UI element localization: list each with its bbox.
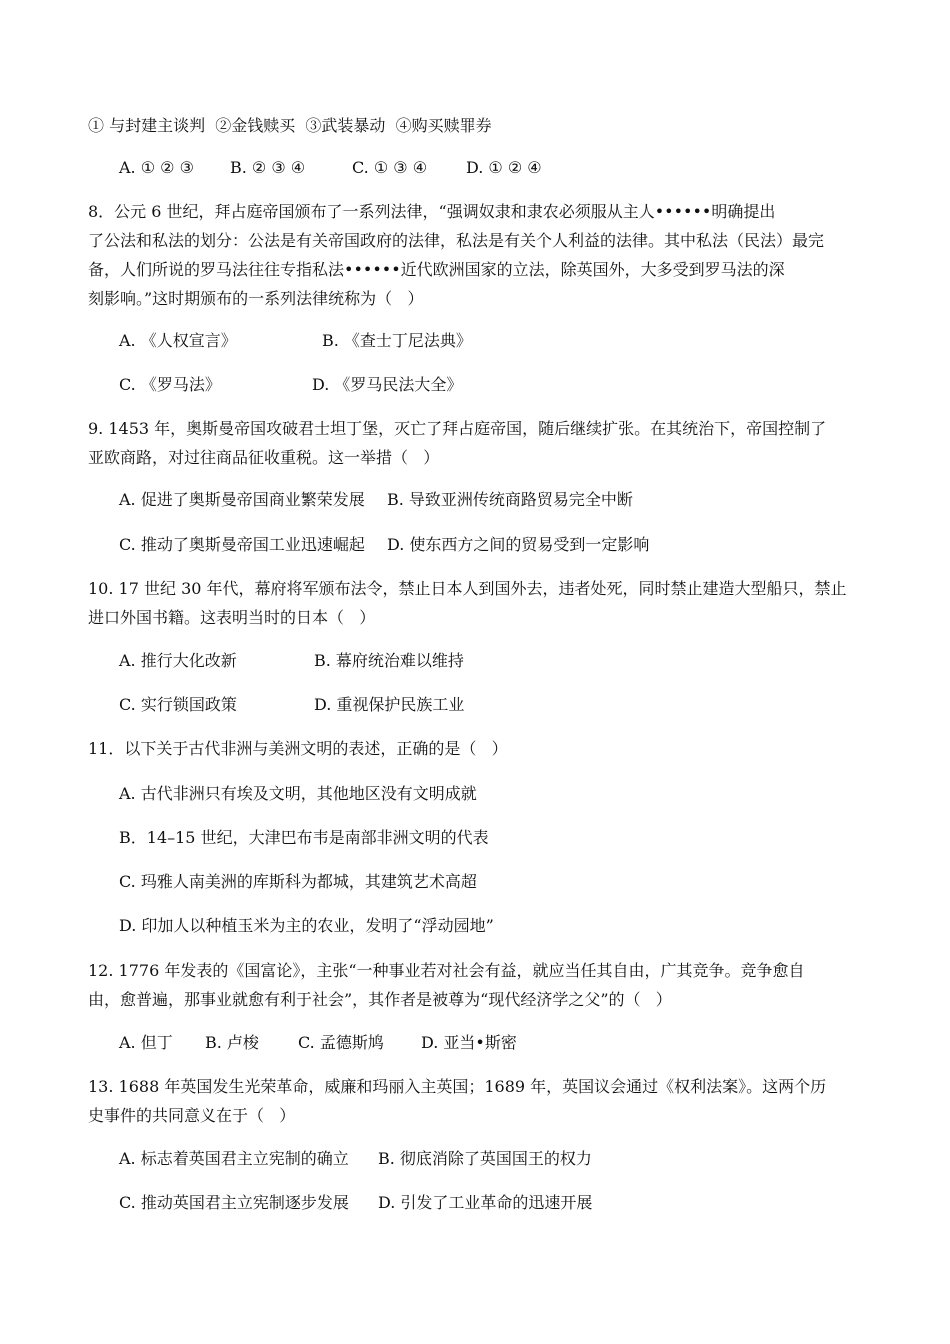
q10-option-c[interactable]: C. 实行锁国政策 — [119, 695, 237, 714]
q8-stem-line: 8．公元 6 世纪，拜占庭帝国颁布了一系列法律，“强调奴隶和隶农必须服从主人••••••明确提出 — [88, 202, 776, 221]
q11-stem-line: 11．以下关于古代非洲与美洲文明的表述，正确的是（ ） — [88, 739, 508, 758]
q7-option-a[interactable]: A. ① ② ③ — [119, 158, 194, 177]
q9-option-a[interactable]: A. 促进了奥斯曼帝国商业繁荣发展 — [119, 490, 365, 509]
q9-stem-line: 9. 1453 年，奥斯曼帝国攻破君士坦丁堡，灭亡了拜占庭帝国，随后继续扩张。在其统治下，帝国控制了 — [88, 419, 827, 438]
q11-option-d[interactable]: D. 印加人以种植玉米为主的农业，发明了“浮动园地” — [119, 916, 494, 935]
q8-option-c[interactable]: C. 《罗马法》 — [119, 375, 221, 394]
q7-option-c[interactable]: C. ① ③ ④ — [352, 158, 428, 177]
q12-option-d[interactable]: D. 亚当•斯密 — [421, 1033, 517, 1052]
q13-option-c[interactable]: C. 推动英国君主立宪制逐步发展 — [119, 1193, 349, 1212]
q10-stem-line: 进口外国书籍。这表明当时的日本（ ） — [88, 608, 376, 627]
q11-option-c[interactable]: C. 玛雅人南美洲的库斯科为都城，其建筑艺术高超 — [119, 872, 477, 891]
q10-option-a[interactable]: A. 推行大化改新 — [119, 651, 237, 670]
q12-option-a[interactable]: A. 但丁 — [119, 1033, 173, 1052]
q13-option-d[interactable]: D. 引发了工业革命的迅速开展 — [378, 1193, 593, 1212]
q9-option-b[interactable]: B. 导致亚洲传统商路贸易完全中断 — [387, 490, 633, 509]
q8-option-a[interactable]: A. 《人权宣言》 — [119, 331, 237, 350]
q12-option-b[interactable]: B. 卢梭 — [205, 1033, 259, 1052]
q7-option-d[interactable]: D. ① ② ④ — [466, 158, 542, 177]
q10-option-b[interactable]: B. 幕府统治难以维持 — [314, 651, 464, 670]
q11-option-a[interactable]: A. 古代非洲只有埃及文明，其他地区没有文明成就 — [119, 784, 477, 803]
q9-stem-line: 亚欧商路，对过往商品征收重税。这一举措（ ） — [88, 448, 440, 467]
q13-option-a[interactable]: A. 标志着英国君主立宪制的确立 — [119, 1149, 349, 1168]
q13-option-b[interactable]: B. 彻底消除了英国国王的权力 — [378, 1149, 592, 1168]
q8-stem-line: 了公法和私法的划分：公法是有关帝国政府的法律，私法是有关个人利益的法律。其中私法（民法）最完 — [88, 231, 825, 250]
q11-option-b[interactable]: B．14–15 世纪，大津巴布韦是南部非洲文明的代表 — [119, 828, 489, 847]
q8-stem-line: 备，人们所说的罗马法往往专指私法••••••近代欧洲国家的立法，除英国外，大多受到罗马法的深 — [88, 260, 785, 279]
q12-stem-line: 由，愈普遍，那事业就愈有利于社会”，其作者是被尊为“现代经济学之父”的（ ） — [88, 990, 672, 1009]
q8-stem-line: 刻影响。”这时期颁布的一系列法律统称为（ ） — [88, 289, 424, 308]
q10-stem-line: 10. 17 世纪 30 年代，幕府将军颁布法令，禁止日本人到国外去，违者处死，同时禁止建造大型船只，禁止 — [88, 579, 847, 598]
q9-option-d[interactable]: D. 使东西方之间的贸易受到一定影响 — [387, 535, 650, 554]
q7-option-b[interactable]: B. ② ③ ④ — [230, 158, 306, 177]
q13-stem-line: 史事件的共同意义在于（ ） — [88, 1106, 296, 1125]
q7-statements: ① 与封建主谈判 ②金钱赎买 ③武装暴动 ④购买赎罪券 — [88, 116, 492, 135]
q12-option-c[interactable]: C. 孟德斯鸠 — [298, 1033, 384, 1052]
q8-option-b[interactable]: B. 《查士丁尼法典》 — [322, 331, 472, 350]
q8-option-d[interactable]: D. 《罗马民法大全》 — [312, 375, 463, 394]
q13-stem-line: 13. 1688 年英国发生光荣革命，威廉和玛丽入主英国；1689 年，英国议会通过《权利法案》。这两个历 — [88, 1077, 827, 1096]
q10-option-d[interactable]: D. 重视保护民族工业 — [314, 695, 465, 714]
q9-option-c[interactable]: C. 推动了奥斯曼帝国工业迅速崛起 — [119, 535, 365, 554]
q12-stem-line: 12. 1776 年发表的《国富论》，主张“一种事业若对社会有益，就应当任其自由，广其竞争。竞争愈自 — [88, 961, 805, 980]
